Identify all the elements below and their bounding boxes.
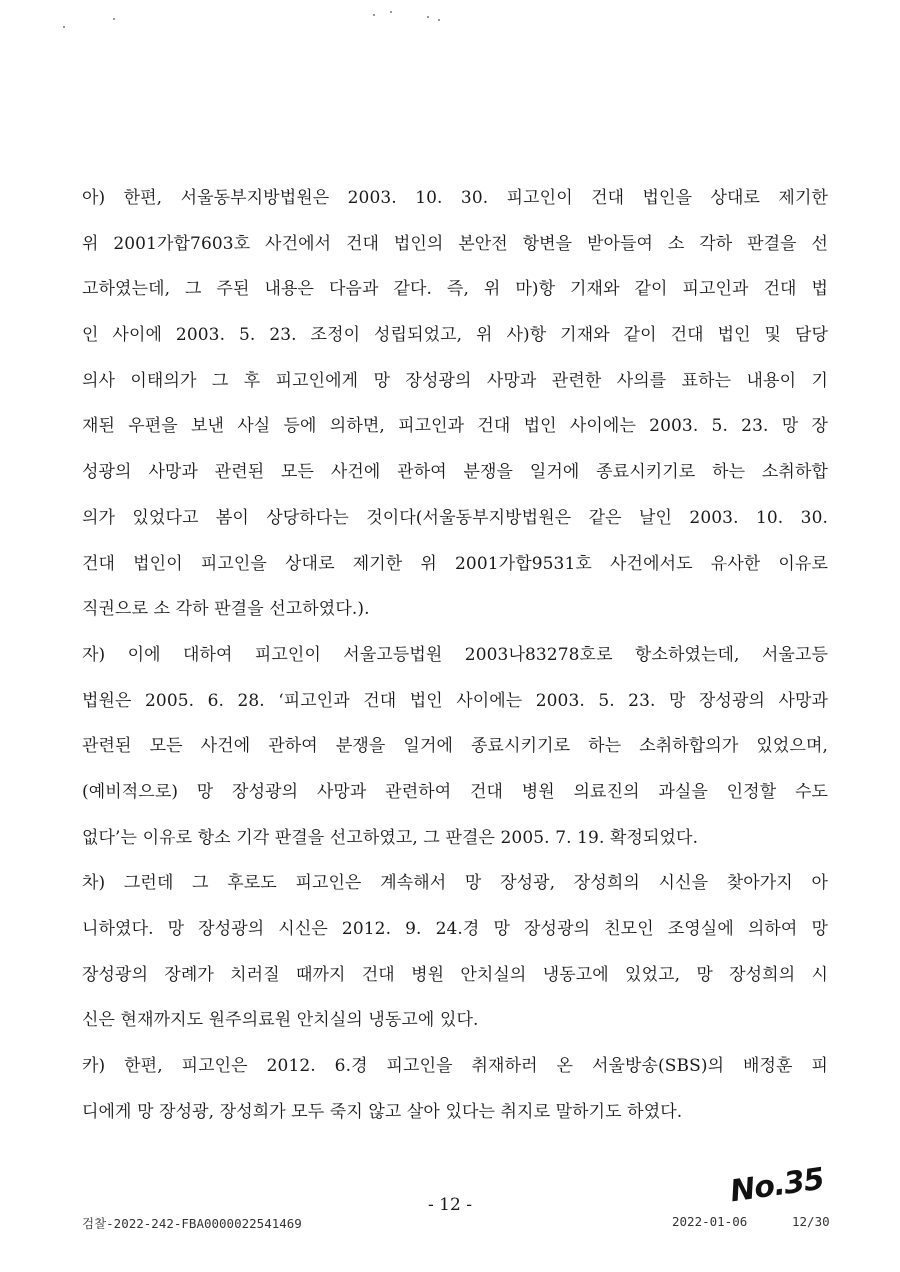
document-body bbox=[82, 180, 828, 1139]
scan-speck bbox=[390, 11, 392, 13]
scan-speck bbox=[113, 18, 115, 20]
text-line: 고하였는데, 그 주된 내용은 다음과 같다. 즉, 위 마)항 기재와 같이 피고인과 건대 법 bbox=[82, 279, 828, 300]
text-line: 관련된 모든 사건에 관하여 분쟁을 일거에 종료시키기로 하는 소취하합의가 있었으며, bbox=[82, 736, 828, 757]
text-line: 의사 이태의가 그 후 피고인에게 망 장성광의 사망과 관련한 사의를 표하는 내용이 기 bbox=[82, 370, 828, 391]
text-line: 아) 한편, 서울동부지방법원은 2003. 10. 30. 피고인이 건대 법인을 상대로 제기한 bbox=[82, 188, 828, 208]
text-line: 직권으로 소 각하 판결을 선고하였다.). bbox=[82, 599, 370, 620]
handwritten-page-mark: No.35 bbox=[728, 1161, 826, 1210]
text-line: 건대 법인이 피고인을 상대로 제기한 위 2001가합9531호 사건에서도 유사한 이유로 bbox=[82, 553, 828, 574]
text-line: 카) 한편, 피고인은 2012. 6.경 피고인을 취재하러 온 서울방송(SBS)의 배정훈 피 bbox=[82, 1056, 828, 1077]
text-line: 자) 이에 대하여 피고인이 서울고등법원 2003나83278호로 항소하였는데, 서울고등 bbox=[82, 644, 828, 665]
footer-document-id: 검찰-2022-242-FBA0000022541469 bbox=[82, 1216, 302, 1231]
text-line: 신은 현재까지도 원주의료원 안치실의 냉동고에 있다. bbox=[82, 1010, 479, 1031]
text-line: 위 2001가합7603호 사건에서 건대 법인의 본안전 항변을 받아들여 소 각하 판결을 선 bbox=[82, 233, 828, 254]
scan-speck bbox=[427, 16, 429, 18]
scan-speck bbox=[373, 14, 375, 16]
scan-speck bbox=[438, 19, 440, 21]
text-line: (예비적으로) 망 장성광의 사망과 관련하여 건대 병원 의료진의 과실을 인정할 수도 bbox=[82, 781, 828, 802]
paragraph-ka bbox=[82, 1048, 828, 1139]
text-line: 의가 있었다고 봄이 상당하다는 것이다(서울동부지방법원은 같은 날인 2003. 10. 30. bbox=[82, 507, 828, 528]
footer-page-count: 12/30 bbox=[792, 1214, 830, 1229]
text-line: 디에게 망 장성광, 장성희가 모두 죽지 않고 살아 있다는 취지로 말하기도 하였다. bbox=[82, 1101, 683, 1122]
page-number: - 12 - bbox=[428, 1195, 472, 1215]
text-line: 장성광의 장례가 치러질 때까지 건대 병원 안치실의 냉동고에 있었고, 망 장성희의 시 bbox=[82, 964, 828, 985]
text-line: 차) 그런데 그 후로도 피고인은 계속해서 망 장성광, 장성희의 시신을 찾아가지 아 bbox=[82, 873, 828, 894]
paragraph-cha bbox=[82, 865, 828, 1048]
scan-speck bbox=[63, 26, 65, 28]
scan-specks bbox=[55, 6, 475, 26]
paragraph-ja bbox=[82, 637, 828, 865]
text-line: 성광의 사망과 관련된 모든 사건에 관하여 분쟁을 일거에 종료시키기로 하는 소취하합 bbox=[82, 462, 828, 483]
text-line: 인 사이에 2003. 5. 23. 조정이 성립되었고, 위 사)항 기재와 같이 건대 법인 및 담당 bbox=[82, 325, 828, 346]
footer-date: 2022-01-06 bbox=[672, 1214, 748, 1229]
text-line: 법원은 2005. 6. 28. ‘피고인과 건대 법인 사이에는 2003. 5. 23. 망 장성광의 사망과 bbox=[82, 690, 828, 711]
text-line: 없다’는 이유로 항소 기각 판결을 선고하였고, 그 판결은 2005. 7. 19. 확정되었다. bbox=[82, 827, 699, 848]
paragraph-a bbox=[82, 180, 828, 637]
text-line: 니하였다. 망 장성광의 시신은 2012. 9. 24.경 망 장성광의 친모인 조영실에 의하여 망 bbox=[82, 919, 828, 939]
text-line: 재된 우편을 보낸 사실 등에 의하면, 피고인과 건대 법인 사이에는 2003. 5. 23. 망 장 bbox=[82, 416, 828, 437]
